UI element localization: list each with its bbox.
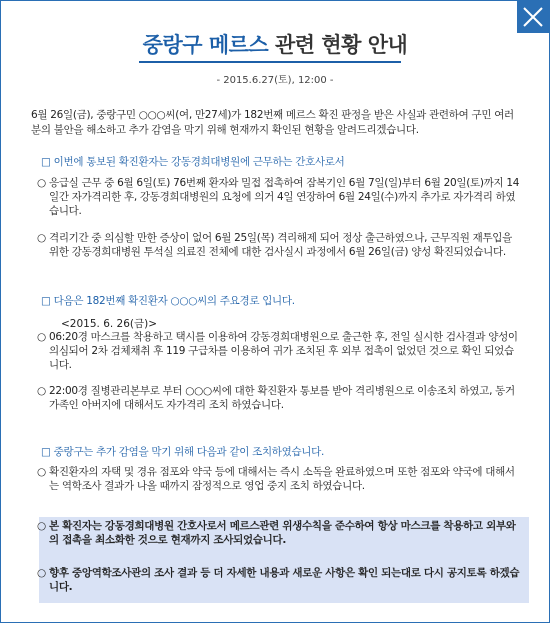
list-item-text: 확진환자의 자택 및 경유 점포와 약국 등에 대해서는 즉시 소독을 완료하였으며 또한 점포와 약국에 대해서는 역학조사 결과가 나올 때까지 잠정적으로 영업 중지 조치 하였습니다. (49, 466, 515, 492)
list-item (37, 519, 523, 547)
bullet-icon: ○ (37, 177, 46, 189)
bullet-icon: ○ (37, 466, 46, 478)
list-item-text: 향후 중앙역학조사관의 조사 결과 등 더 자세한 내용과 새로운 사항은 확인 되는대로 다시 공지토록 하겠습니다. (49, 567, 520, 593)
intro-paragraph: 6월 26일(금), 중랑구민 ○○○씨(여, 만27세)가 182번째 메르스 확진 판정을 받은 사실과 관련하여 구민 여러분의 불안을 해소하고 추가 감염을 막기 위해 현재까지 확인된 현황을 알려드리겠습니다. (31, 109, 514, 136)
section-heading-3: □ 중랑구는 추가 감염을 막기 위해 다음과 같이 조치하였습니다. (41, 446, 325, 458)
section-heading-1: □ 이번에 통보된 확진환자는 강동경희대병원에 근무하는 간호사로서 (41, 156, 345, 168)
list-item (37, 465, 523, 493)
route-date: <2015. 6. 26(금)> (61, 318, 158, 330)
list-item-text: 22:00경 질병관리본부로 부터 ○○○씨에 대한 확진환자 통보를 받아 격리병원으로 이송조치 하였고, 동거가족인 아버지에 대해서도 자가격리 조치 하였습니다. (49, 385, 515, 411)
list-item (37, 384, 523, 412)
list-item-text: 응급실 근무 중 6월 6일(토) 76번째 환자와 밀접 접촉하여 잠복기인 6월 7일(일)부터 6월 20일(토)까지 14일간 자가격리한 후, 강동경희대병원의 요청에 의거 4일 연장하여 6월 24일(수)까지 추가로 자가격리 하였습니다. (49, 177, 520, 217)
list-item-text: 격리기간 중 의심할 만한 증상이 없어 6월 25일(목) 격리해제 되어 정상 출근하였으나, 근무직원 재투입을 위한 강동경희대병원 투석실 의료진 전체에 대한 검사실시 과정에서 6월 26일(금) 양성 확진되었습니다. (49, 232, 512, 258)
list-item (37, 330, 523, 372)
close-icon (522, 6, 544, 28)
bullet-icon: ○ (37, 385, 46, 397)
list-item (37, 566, 523, 594)
list-item (37, 176, 523, 218)
bullet-icon: ○ (37, 520, 46, 532)
list-item (37, 231, 523, 259)
bullet-icon: ○ (37, 331, 46, 343)
notice-date: - 2015.6.27(토), 12:00 - (216, 75, 334, 86)
list-item-text: 본 확진자는 강동경희대병원 간호사로서 메르스관련 위생수칙을 준수하여 항상 마스크를 착용하고 외부와의 접촉을 최소화한 것으로 현재까지 조사되었습니다. (49, 520, 516, 546)
title-underline (139, 61, 401, 63)
title-highlight: 중랑구 메르스 (142, 33, 269, 57)
page-title (1, 29, 549, 59)
bullet-icon: ○ (37, 567, 46, 579)
title-rest: 관련 현황 안내 (268, 33, 408, 57)
section-heading-2: □ 다음은 182번째 확진환자 ○○○씨의 주요경로 입니다. (41, 295, 295, 307)
list-item-text: 06:20경 마스크를 착용하고 택시를 이용하여 강동경희대병원으로 출근한 후, 전일 실시한 검사결과 양성이 의심되어 2차 검체채취 후 119 구급차를 이용하여 귀가 조치된 후 외부 접촉이 없었던 것으로 확인 되었습니다. (49, 331, 518, 371)
bullet-icon: ○ (37, 232, 46, 244)
